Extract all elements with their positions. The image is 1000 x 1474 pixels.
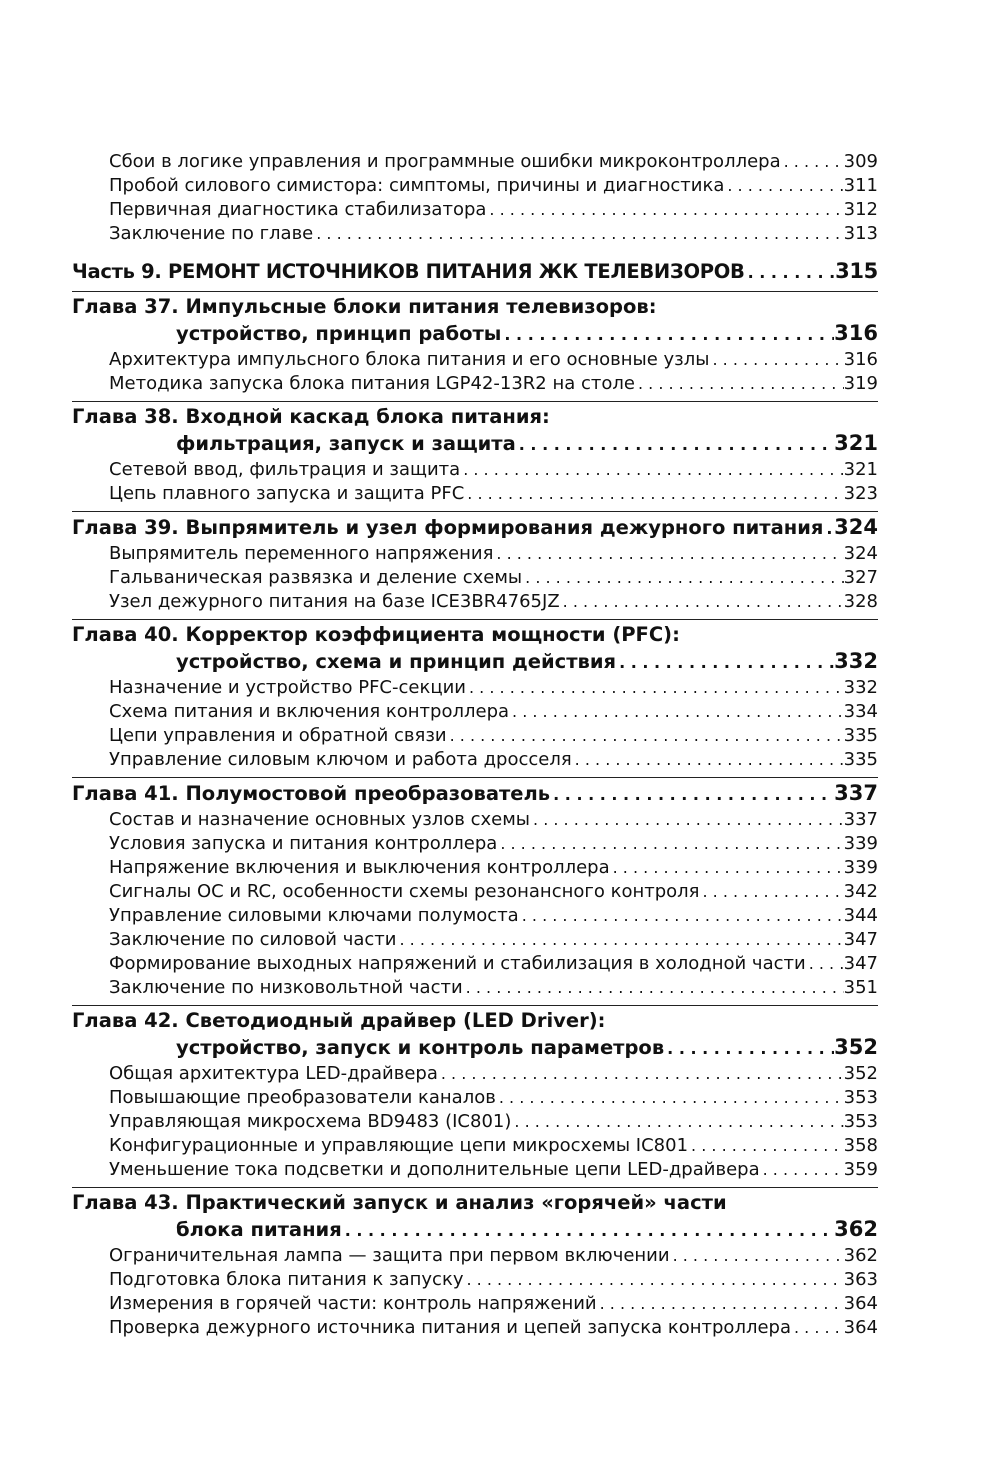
toc-entry[interactable] bbox=[72, 724, 878, 748]
dot-leader bbox=[560, 590, 844, 614]
dot-leader bbox=[464, 482, 843, 506]
entry-title: Гальваническая развязка и деление схемы bbox=[109, 567, 523, 588]
entry-title: Конфигурационные и управляющие цепи микросхемы IC801 bbox=[109, 1135, 689, 1156]
toc-entry[interactable] bbox=[72, 1244, 878, 1268]
dot-leader bbox=[610, 856, 844, 880]
page-number: 347 bbox=[843, 953, 878, 974]
entry-title: Схема питания и включения контроллера bbox=[109, 701, 510, 722]
entry-title: Цепи управления и обратной связи bbox=[109, 725, 447, 746]
entry-title: Состав и назначение основных узлов схемы bbox=[109, 809, 531, 830]
dot-leader bbox=[519, 904, 844, 928]
entry-title: Назначение и устройство PFC-секции bbox=[109, 677, 466, 698]
page-number: 324 bbox=[834, 515, 878, 539]
page-number: 339 bbox=[843, 833, 878, 854]
chapter-divider bbox=[72, 401, 878, 402]
dot-leader bbox=[670, 1244, 844, 1268]
page-number: 359 bbox=[843, 1159, 878, 1180]
chapter-divider bbox=[72, 1187, 878, 1188]
toc-entry[interactable] bbox=[72, 976, 878, 1000]
page-number: 335 bbox=[843, 749, 878, 770]
toc-entry[interactable] bbox=[72, 542, 878, 566]
entry-title: Напряжение включения и выключения контроллера bbox=[109, 857, 610, 878]
page-number: 332 bbox=[834, 649, 878, 673]
page-number: 311 bbox=[843, 175, 878, 196]
entry-title: Архитектура импульсного блока питания и его основные узлы bbox=[109, 349, 710, 370]
toc-entry[interactable] bbox=[72, 904, 878, 928]
chapter-block bbox=[72, 511, 878, 614]
dot-leader bbox=[823, 515, 834, 542]
chapter-heading[interactable] bbox=[72, 1216, 878, 1244]
toc-entry[interactable] bbox=[72, 458, 878, 482]
entry-title: фильтрация, запуск и защита bbox=[176, 432, 516, 455]
page-number: 315 bbox=[835, 259, 878, 283]
dot-leader bbox=[447, 724, 844, 748]
dot-leader bbox=[530, 808, 844, 832]
chapter-block bbox=[72, 291, 878, 396]
chapter-divider bbox=[72, 619, 878, 620]
toc-entry[interactable] bbox=[72, 198, 878, 222]
page-number: 364 bbox=[843, 1317, 878, 1338]
chapter-heading[interactable] bbox=[72, 514, 878, 542]
page-number: 312 bbox=[843, 199, 878, 220]
dot-leader bbox=[496, 1086, 844, 1110]
toc-entry[interactable] bbox=[72, 1062, 878, 1086]
chapter-divider bbox=[72, 777, 878, 778]
toc-entry[interactable] bbox=[72, 1110, 878, 1134]
page-number: 352 bbox=[843, 1063, 878, 1084]
page-number: 334 bbox=[843, 701, 878, 722]
table-of-contents bbox=[72, 150, 878, 1340]
chapter-title: Глава 38. Входной каскад блока питания: bbox=[72, 405, 550, 428]
page-number: 364 bbox=[843, 1293, 878, 1314]
entry-title: устройство, схема и принцип действия bbox=[176, 650, 617, 673]
page-number: 332 bbox=[843, 677, 878, 698]
page-number: 353 bbox=[843, 1111, 878, 1132]
toc-entry[interactable] bbox=[72, 222, 878, 246]
entry-title: Проверка дежурного источника питания и цепей запуска контроллера bbox=[109, 1317, 791, 1338]
page-number: 339 bbox=[843, 857, 878, 878]
page-number: 337 bbox=[843, 809, 878, 830]
dot-leader bbox=[463, 976, 844, 1000]
toc-entry[interactable] bbox=[72, 1086, 878, 1110]
entry-title: Подготовка блока питания к запуску bbox=[109, 1269, 464, 1290]
entry-title: Часть 9. РЕМОНТ ИСТОЧНИКОВ ПИТАНИЯ ЖК ТЕЛЕВИЗОРОВ bbox=[72, 260, 745, 283]
toc-entry[interactable] bbox=[72, 748, 878, 772]
dot-leader bbox=[342, 1217, 834, 1244]
dot-leader bbox=[460, 458, 843, 482]
toc-entry[interactable] bbox=[72, 566, 878, 590]
page-number: 321 bbox=[843, 459, 878, 480]
toc-entry[interactable] bbox=[72, 928, 878, 952]
chapter-block bbox=[72, 1005, 878, 1182]
chapter-block bbox=[72, 619, 878, 772]
toc-entry[interactable] bbox=[72, 952, 878, 976]
toc-entry[interactable] bbox=[72, 676, 878, 700]
dot-leader bbox=[463, 1268, 843, 1292]
dot-leader bbox=[466, 676, 844, 700]
dot-leader bbox=[497, 832, 843, 856]
dot-leader bbox=[486, 198, 843, 222]
chapter-block bbox=[72, 777, 878, 1000]
page-number: 309 bbox=[843, 151, 878, 172]
chapter-block bbox=[72, 401, 878, 506]
toc-entry[interactable] bbox=[72, 150, 878, 174]
entry-title: Повышающие преобразователи каналов bbox=[109, 1087, 496, 1108]
chapter-title: Глава 40. Корректор коэффициента мощности (PFC): bbox=[72, 623, 680, 646]
chapter-heading[interactable] bbox=[72, 430, 878, 458]
part-heading[interactable] bbox=[72, 258, 878, 286]
chapter-title: Глава 43. Практический запуск и анализ «горячей» части bbox=[72, 1191, 727, 1214]
entry-title: Сбои в логике управления и программные ошибки микроконтроллера bbox=[109, 151, 781, 172]
page-number: 316 bbox=[834, 321, 878, 345]
entry-title: Глава 41. Полумостовой преобразователь bbox=[72, 782, 551, 805]
toc-entry[interactable] bbox=[72, 174, 878, 198]
entry-title: Общая архитектура LED-драйвера bbox=[109, 1063, 438, 1084]
dot-leader bbox=[791, 1316, 844, 1340]
intro-entries bbox=[72, 150, 878, 246]
entry-title: устройство, принцип работы bbox=[176, 322, 502, 345]
page-number: 344 bbox=[843, 905, 878, 926]
page-number: 321 bbox=[834, 431, 878, 455]
toc-entry[interactable] bbox=[72, 482, 878, 506]
page-number: 319 bbox=[843, 373, 878, 394]
entry-title: Глава 39. Выпрямитель и узел формирования дежурного питания bbox=[72, 516, 824, 539]
toc-entry[interactable] bbox=[72, 348, 878, 372]
page-number: 342 bbox=[843, 881, 878, 902]
page-number: 324 bbox=[843, 543, 878, 564]
dot-leader bbox=[745, 259, 835, 286]
toc-entry[interactable] bbox=[72, 1134, 878, 1158]
toc-entry[interactable] bbox=[72, 832, 878, 856]
chapter-heading[interactable] bbox=[72, 1034, 878, 1062]
dot-leader bbox=[699, 880, 843, 904]
page-number: 328 bbox=[843, 591, 878, 612]
page-number: 316 bbox=[843, 349, 878, 370]
toc-entry[interactable] bbox=[72, 372, 878, 396]
toc-entry[interactable] bbox=[72, 700, 878, 724]
dot-leader bbox=[509, 700, 844, 724]
page-number: 358 bbox=[843, 1135, 878, 1156]
entry-title: Первичная диагностика стабилизатора bbox=[109, 199, 487, 220]
dot-leader bbox=[501, 321, 834, 348]
page-number: 323 bbox=[843, 483, 878, 504]
chapter-title: Глава 37. Импульсные блоки питания телевизоров: bbox=[72, 295, 657, 318]
dot-leader bbox=[313, 222, 843, 246]
entry-title: Сигналы ОС и RC, особенности схемы резонансного контроля bbox=[109, 881, 700, 902]
dot-leader bbox=[760, 1158, 844, 1182]
dot-leader bbox=[616, 649, 834, 676]
dot-leader bbox=[781, 150, 844, 174]
page-number: 352 bbox=[834, 1035, 878, 1059]
dot-leader bbox=[511, 1110, 843, 1134]
chapter-title: Глава 42. Светодиодный драйвер (LED Driver): bbox=[72, 1009, 606, 1032]
entry-title: Управление силовыми ключами полумоста bbox=[109, 905, 519, 926]
toc-entry[interactable] bbox=[72, 808, 878, 832]
entry-title: Управляющая микросхема BD9483 (IC801) bbox=[109, 1111, 512, 1132]
dot-leader bbox=[550, 781, 834, 808]
entry-title: Сетевой ввод, фильтрация и защита bbox=[109, 459, 461, 480]
chapter-heading[interactable] bbox=[72, 320, 878, 348]
chapter-divider bbox=[72, 511, 878, 512]
entry-title: Условия запуска и питания контроллера bbox=[109, 833, 498, 854]
chapter-divider bbox=[72, 291, 878, 292]
dot-leader bbox=[516, 431, 834, 458]
entry-title: Методика запуска блока питания LGP42-13R2 на столе bbox=[109, 373, 635, 394]
toc-entry[interactable] bbox=[72, 856, 878, 880]
page-number: 353 bbox=[843, 1087, 878, 1108]
dot-leader bbox=[493, 542, 843, 566]
entry-title: Формирование выходных напряжений и стабилизация в холодной части bbox=[109, 953, 806, 974]
dot-leader bbox=[522, 566, 844, 590]
chapter-block bbox=[72, 1187, 878, 1340]
dot-leader bbox=[597, 1292, 844, 1316]
entry-title: Ограничительная лампа — защита при первом включении bbox=[109, 1245, 670, 1266]
dot-leader bbox=[724, 174, 843, 198]
page-number: 362 bbox=[843, 1245, 878, 1266]
chapter-divider bbox=[72, 1005, 878, 1006]
dot-leader bbox=[688, 1134, 844, 1158]
page-number: 362 bbox=[834, 1217, 878, 1241]
toc-entry[interactable] bbox=[72, 1158, 878, 1182]
entry-title: Уменьшение тока подсветки и дополнительные цепи LED-драйвера bbox=[109, 1159, 760, 1180]
toc-entry[interactable] bbox=[72, 590, 878, 614]
entry-title: Узел дежурного питания на базе ICE3BR4765JZ bbox=[109, 591, 560, 612]
entry-title: Управление силовым ключом и работа дросселя bbox=[109, 749, 572, 770]
entry-title: устройство, запуск и контроль параметров bbox=[176, 1036, 665, 1059]
dot-leader bbox=[635, 372, 844, 396]
dot-leader bbox=[709, 348, 843, 372]
page-number: 327 bbox=[843, 567, 878, 588]
entry-title: Заключение по низковольтной части bbox=[109, 977, 463, 998]
dot-leader bbox=[396, 928, 843, 952]
page-number: 347 bbox=[843, 929, 878, 950]
dot-leader bbox=[806, 952, 844, 976]
entry-title: Цепь плавного запуска и защита PFC bbox=[109, 483, 465, 504]
entry-title: Заключение по главе bbox=[109, 223, 314, 244]
toc-entry[interactable] bbox=[72, 1292, 878, 1316]
page-number: 363 bbox=[843, 1269, 878, 1290]
dot-leader bbox=[664, 1035, 834, 1062]
entry-title: Выпрямитель переменного напряжения bbox=[109, 543, 494, 564]
page-number: 335 bbox=[843, 725, 878, 746]
dot-leader bbox=[438, 1062, 844, 1086]
entry-title: блока питания bbox=[176, 1218, 342, 1241]
page-number: 337 bbox=[834, 781, 878, 805]
toc-entry[interactable] bbox=[72, 880, 878, 904]
entry-title: Пробой силового симистора: симптомы, причины и диагностика bbox=[109, 175, 725, 196]
dot-leader bbox=[572, 748, 844, 772]
toc-entry[interactable] bbox=[72, 1316, 878, 1340]
page-number: 351 bbox=[843, 977, 878, 998]
entry-title: Заключение по силовой части bbox=[109, 929, 397, 950]
chapter-heading[interactable] bbox=[72, 648, 878, 676]
toc-entry[interactable] bbox=[72, 1268, 878, 1292]
chapter-heading[interactable] bbox=[72, 780, 878, 808]
page-number: 313 bbox=[843, 223, 878, 244]
entry-title: Измерения в горячей части: контроль напряжений bbox=[109, 1293, 597, 1314]
